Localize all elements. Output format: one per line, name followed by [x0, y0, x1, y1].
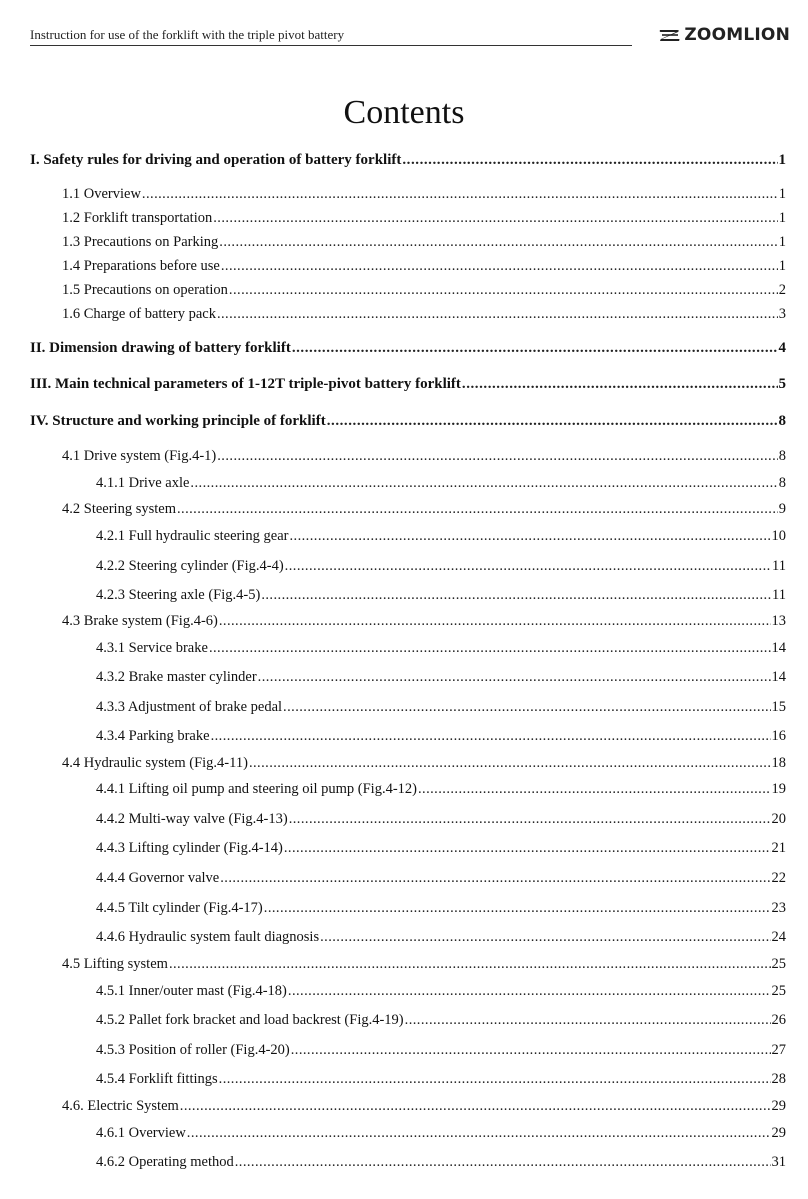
toc-entry-page: 8 [778, 475, 786, 491]
toc-entry-label: 4.4.5 Tilt cylinder (Fig.4-17) [96, 900, 263, 916]
toc-leader-dots [213, 209, 778, 227]
toc-entry[interactable] [62, 955, 786, 973]
toc-entry[interactable] [62, 1097, 786, 1115]
toc-entry-page: 15 [771, 699, 786, 715]
toc-leader-dots [221, 257, 778, 275]
toc-leader-dots [284, 839, 771, 857]
toc-entry[interactable] [96, 869, 786, 887]
toc-leader-dots [187, 1124, 771, 1142]
toc-leader-dots [288, 982, 771, 1000]
toc-entry-page: 5 [778, 376, 786, 392]
toc-entry[interactable] [96, 1124, 786, 1142]
toc-leader-dots [258, 668, 771, 686]
toc-entry[interactable] [96, 527, 786, 545]
toc-entry-label: 4.4.6 Hydraulic system fault diagnosis [96, 929, 320, 945]
toc-leader-dots [292, 339, 778, 357]
toc-entry[interactable] [96, 982, 786, 1000]
toc-entry-page: 25 [771, 956, 786, 972]
toc-leader-dots [220, 869, 770, 887]
toc-entry-label: 4.5.4 Forklift fittings [96, 1071, 218, 1087]
toc-entry-label: 1.5 Precautions on operation [62, 282, 228, 298]
toc-entry-label: 4.2.1 Full hydraulic steering gear [96, 528, 289, 544]
toc-entry-page: 31 [771, 1154, 786, 1170]
toc-entry-label: 4.5.1 Inner/outer mast (Fig.4-18) [96, 983, 287, 999]
toc-leader-dots [219, 612, 771, 630]
toc-entry-page: 16 [771, 728, 786, 744]
toc-entry[interactable] [96, 1011, 786, 1029]
toc-entry-label: 1.1 Overview [62, 186, 141, 202]
toc-leader-dots [264, 899, 771, 917]
toc-entry[interactable] [62, 754, 786, 772]
toc-entry-page: 3 [778, 306, 786, 322]
toc-leader-dots [327, 412, 778, 430]
toc-entry[interactable] [62, 281, 786, 299]
toc-entry[interactable] [96, 586, 786, 604]
toc-entry-label: 4.3.2 Brake master cylinder [96, 669, 257, 685]
toc-entry-page: 23 [771, 900, 786, 916]
toc-leader-dots [405, 1011, 771, 1029]
toc-leader-dots [261, 586, 771, 604]
toc-leader-dots [289, 527, 770, 545]
toc-entry-label: 4.3.4 Parking brake [96, 728, 210, 744]
toc-leader-dots [219, 1070, 771, 1088]
toc-entry-page: 11 [772, 558, 786, 574]
toc-entry[interactable] [96, 928, 786, 946]
toc-entry-page: 21 [771, 840, 786, 856]
toc-entry-page: 14 [771, 669, 786, 685]
toc-leader-dots [235, 1153, 771, 1171]
toc-entry-page: 1 [778, 186, 786, 202]
toc-entry-label: 4.4.2 Multi-way valve (Fig.4-13) [96, 811, 288, 827]
toc-entry[interactable] [30, 151, 786, 169]
brand-name: ZOOMLION [684, 25, 790, 45]
toc-entry[interactable] [96, 698, 786, 716]
toc-entry-page: 26 [771, 1012, 786, 1028]
page-header [30, 26, 790, 48]
toc-entry-label: 4.4.1 Lifting oil pump and steering oil pump (Fig.4-12) [96, 781, 417, 797]
toc-entry-page: 29 [771, 1125, 786, 1141]
toc-entry[interactable] [30, 339, 786, 357]
toc-entry-label: 4.6. Electric System [62, 1098, 179, 1114]
brand-logo [659, 24, 790, 46]
toc-entry[interactable] [96, 639, 786, 657]
toc-entry-page: 19 [771, 781, 786, 797]
toc-leader-dots [320, 928, 770, 946]
toc-entry[interactable] [96, 1153, 786, 1171]
toc-entry-label: 4.3 Brake system (Fig.4-6) [62, 613, 218, 629]
toc-entry-label: 4.5.3 Position of roller (Fig.4-20) [96, 1042, 290, 1058]
toc-entry[interactable] [62, 185, 786, 203]
toc-entry-label: 1.2 Forklift transportation [62, 210, 213, 226]
zoomlion-logo-icon [659, 27, 681, 43]
toc-entry[interactable] [96, 899, 786, 917]
toc-entry-page: 10 [771, 528, 786, 544]
page-title: Contents [343, 94, 465, 131]
toc-entry-page: 13 [771, 613, 786, 629]
toc-entry-page: 18 [771, 755, 786, 771]
toc-entry-page: 28 [771, 1071, 786, 1087]
toc-entry[interactable] [62, 305, 786, 323]
toc-leader-dots [418, 780, 771, 798]
toc-entry-label: 4.3.1 Service brake [96, 640, 208, 656]
toc-leader-dots [289, 810, 771, 828]
toc-entry-label: 4.6.1 Overview [96, 1125, 186, 1141]
toc-entry-label: 4.1.1 Drive axle [96, 475, 190, 491]
toc-entry-page: 14 [771, 640, 786, 656]
toc-entry-label: 4.5 Lifting system [62, 956, 168, 972]
toc-entry-label: 4.6.2 Operating method [96, 1154, 234, 1170]
toc-entry[interactable] [96, 810, 786, 828]
toc-leader-dots [249, 754, 771, 772]
toc-entry-label: 4.5.2 Pallet fork bracket and load backrest (Fig.4-19) [96, 1012, 404, 1028]
header-rule [30, 45, 632, 46]
toc-entry-label: 4.2 Steering system [62, 501, 176, 517]
toc-leader-dots [217, 305, 778, 323]
toc-entry-label: 4.4 Hydraulic system (Fig.4-11) [62, 755, 248, 771]
toc-entry[interactable] [30, 375, 786, 393]
toc-entry-label: 4.2.3 Steering axle (Fig.4-5) [96, 587, 261, 603]
toc-entry-page: 11 [772, 587, 786, 603]
toc-entry-page: 1 [778, 210, 786, 226]
toc-entry[interactable] [62, 209, 786, 227]
toc-leader-dots [462, 375, 778, 393]
toc-leader-dots [291, 1041, 771, 1059]
toc-leader-dots [402, 151, 777, 169]
toc-entry[interactable] [62, 500, 786, 518]
toc-entry-label: 4.3.3 Adjustment of brake pedal [96, 699, 283, 715]
toc-entry-label: 1.3 Precautions on Parking [62, 234, 219, 250]
toc-entry-page: 24 [771, 929, 786, 945]
toc-leader-dots [180, 1097, 771, 1115]
toc-entry-label: I. Safety rules for driving and operation of battery forklift [30, 152, 402, 168]
toc-leader-dots [285, 557, 771, 575]
toc-leader-dots [229, 281, 778, 299]
toc-entry[interactable] [96, 1041, 786, 1059]
toc-entry-label: 1.6 Charge of battery pack [62, 306, 216, 322]
toc-entry[interactable] [62, 257, 786, 275]
toc-entry-label: IV. Structure and working principle of forklift [30, 413, 326, 429]
toc-entry-page: 8 [778, 448, 786, 464]
toc-entry-page: 27 [771, 1042, 786, 1058]
toc-entry-page: 22 [771, 870, 786, 886]
toc-entry[interactable] [96, 1070, 786, 1088]
toc-leader-dots [142, 185, 778, 203]
toc-leader-dots [177, 500, 778, 518]
toc-entry[interactable] [62, 447, 786, 465]
toc-entry-page: 8 [778, 413, 786, 429]
toc-entry-page: 25 [771, 983, 786, 999]
toc-entry[interactable] [96, 474, 786, 492]
toc-entry-label: 4.2.2 Steering cylinder (Fig.4-4) [96, 558, 284, 574]
toc-entry[interactable] [96, 727, 786, 745]
toc-entry-page: 2 [778, 282, 786, 298]
toc-entry[interactable] [62, 612, 786, 630]
toc-leader-dots [283, 698, 770, 716]
toc-entry-page: 1 [778, 234, 786, 250]
toc-entry-page: 1 [778, 258, 786, 274]
toc-leader-dots [217, 447, 778, 465]
toc-entry-label: 1.4 Preparations before use [62, 258, 220, 274]
toc-entry-label: 4.4.3 Lifting cylinder (Fig.4-14) [96, 840, 283, 856]
toc-leader-dots [211, 727, 771, 745]
toc-leader-dots [190, 474, 777, 492]
toc-entry[interactable] [30, 412, 786, 430]
toc-entry-page: 9 [778, 501, 786, 517]
toc-entry-label: 4.1 Drive system (Fig.4-1) [62, 448, 217, 464]
header-title: Instruction for use of the forklift with the triple pivot battery [30, 27, 345, 42]
toc-leader-dots [219, 233, 777, 251]
toc-entry-page: 4 [778, 340, 786, 356]
toc-leader-dots [169, 955, 771, 973]
toc-entry-page: 20 [771, 811, 786, 827]
toc-entry[interactable] [96, 780, 786, 798]
toc-entry[interactable] [96, 668, 786, 686]
toc-entry-label: II. Dimension drawing of battery forklift [30, 340, 291, 356]
toc-leader-dots [209, 639, 771, 657]
toc-entry-label: III. Main technical parameters of 1-12T triple-pivot battery forklift [30, 376, 461, 392]
toc-entry[interactable] [62, 233, 786, 251]
toc-entry-page: 29 [771, 1098, 786, 1114]
toc-entry[interactable] [96, 839, 786, 857]
toc-entry-label: 4.4.4 Governor valve [96, 870, 220, 886]
toc-entry[interactable] [96, 557, 786, 575]
toc-entry-page: 1 [778, 152, 786, 168]
